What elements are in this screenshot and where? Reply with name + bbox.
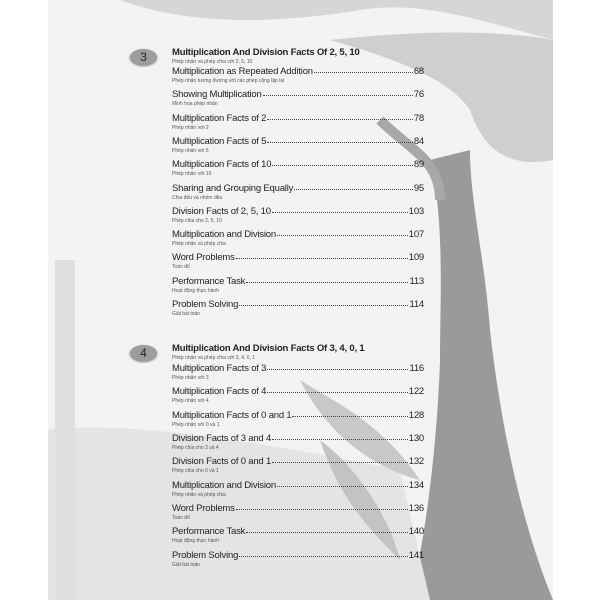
- toc-entry[interactable]: [172, 159, 424, 181]
- toc-entry[interactable]: [172, 183, 424, 205]
- entry-subtitle: Chia đều và nhóm đều: [172, 194, 223, 201]
- entry-page-number: 134: [408, 479, 424, 491]
- entry-title: Multiplication and Division: [172, 479, 276, 491]
- dot-leader: [294, 189, 413, 190]
- dot-leader: [272, 212, 408, 213]
- entry-title: Division Facts of 3 and 4: [172, 433, 272, 445]
- entry-title: Multiplication Facts of 5: [172, 135, 267, 147]
- toc-entry[interactable]: [172, 89, 424, 111]
- entry-subtitle: Phép nhân với 5: [172, 147, 209, 154]
- dot-leader: [246, 532, 408, 533]
- dot-leader: [267, 119, 413, 120]
- entry-title: Multiplication Facts of 10: [172, 159, 272, 171]
- chapter-number-badge: 4: [130, 345, 157, 361]
- entry-page-number: 89: [413, 159, 424, 171]
- toc-entry[interactable]: [172, 410, 424, 432]
- dot-leader: [272, 462, 408, 463]
- entry-subtitle: Phép nhân với 2: [172, 124, 209, 131]
- entry-page-number: 122: [408, 386, 424, 398]
- entry-page-number: 140: [408, 526, 424, 538]
- entry-subtitle: Phép nhân và phép chia: [172, 491, 226, 498]
- toc-entry[interactable]: [172, 456, 424, 478]
- toc-entry[interactable]: [172, 136, 424, 158]
- entry-subtitle: Hoạt động thực hành: [172, 538, 219, 545]
- entry-title: Word Problems: [172, 252, 235, 264]
- entry-subtitle: Phép chia cho 3 và 4: [172, 445, 219, 452]
- entry-page-number: 116: [409, 363, 424, 374]
- entry-subtitle: Phép chia cho 0 và 1: [172, 468, 219, 475]
- entry-subtitle: Phép nhân với 3: [172, 375, 209, 381]
- toc-entry[interactable]: [172, 276, 424, 298]
- entry-title: Multiplication Facts of 0 and 1: [172, 409, 292, 421]
- chapter-title: Multiplication And Division Facts Of 3, 4, 0, 1: [172, 343, 365, 354]
- dot-leader: [263, 95, 413, 96]
- entry-subtitle: Phép chia cho 2, 5, 10: [172, 217, 222, 224]
- dot-leader: [236, 509, 408, 510]
- entry-page-number: 84: [413, 135, 424, 147]
- toc-entry[interactable]: [172, 363, 424, 385]
- entry-title: Multiplication Facts of 4: [172, 386, 267, 398]
- dot-leader: [239, 556, 408, 557]
- dot-leader: [272, 439, 408, 440]
- entry-page-number: 109: [408, 252, 424, 264]
- entry-subtitle: Phép nhân với 10: [172, 171, 212, 178]
- entry-page-number: 141: [408, 549, 424, 561]
- toc-entry[interactable]: [172, 386, 424, 408]
- dot-leader: [267, 142, 413, 143]
- entry-subtitle: Phép nhân tương đương với các phép cộng lặp lại: [172, 78, 285, 84]
- dot-leader: [239, 305, 408, 306]
- entry-title: Performance Task: [172, 526, 246, 538]
- entry-subtitle: Toán đố: [172, 264, 190, 271]
- dot-leader: [314, 72, 413, 73]
- entry-title: Sharing and Grouping Equally: [172, 182, 294, 194]
- entry-title: Division Facts of 2, 5, 10: [172, 205, 271, 217]
- toc-entry[interactable]: [172, 206, 424, 228]
- dot-leader: [236, 258, 408, 259]
- chapter-subtitle: Phép nhân và phép chia với 3, 4, 0, 1: [172, 355, 256, 361]
- dot-leader: [277, 235, 408, 236]
- toc-entry[interactable]: [172, 66, 424, 88]
- dot-leader: [267, 369, 408, 370]
- chapter-title: Multiplication And Division Facts Of 2, 5, 10: [172, 47, 360, 58]
- entry-subtitle: Giải bài toán: [172, 311, 201, 317]
- entry-subtitle: Giải bài toán: [172, 561, 201, 568]
- entry-page-number: 68: [413, 66, 424, 77]
- entry-page-number: 128: [408, 409, 424, 421]
- chapter-number-badge: 3: [130, 49, 157, 65]
- dot-leader: [246, 282, 408, 283]
- entry-page-number: 107: [408, 229, 424, 241]
- entry-page-number: 103: [408, 205, 424, 217]
- entry-page-number: 113: [409, 275, 424, 287]
- entry-title: Multiplication and Division: [172, 229, 276, 241]
- entry-page-number: 78: [413, 112, 424, 124]
- entry-page-number: 76: [413, 89, 424, 101]
- toc-entry[interactable]: [172, 252, 424, 274]
- dot-leader: [272, 165, 412, 166]
- entry-title: Division Facts of 0 and 1: [172, 456, 272, 468]
- entry-title: Showing Multiplication: [172, 89, 262, 101]
- entry-title: Problem Solving: [172, 549, 239, 561]
- entry-page-number: 132: [408, 456, 424, 468]
- entry-page-number: 95: [413, 182, 424, 194]
- toc-entry[interactable]: [172, 550, 424, 572]
- toc-entry[interactable]: [172, 526, 424, 548]
- entry-page-number: 130: [408, 433, 424, 445]
- dot-leader: [277, 486, 408, 487]
- entry-page-number: 114: [409, 299, 424, 310]
- entry-title: Multiplication Facts of 3: [172, 363, 267, 374]
- toc-entry[interactable]: [172, 113, 424, 135]
- entry-title: Multiplication as Repeated Addition: [172, 66, 313, 77]
- entry-title: Problem Solving: [172, 299, 239, 310]
- entry-title: Word Problems: [172, 503, 235, 515]
- toc-entry[interactable]: [172, 229, 424, 251]
- entry-subtitle: Phép nhân với 4: [172, 398, 209, 405]
- dot-leader: [267, 392, 407, 393]
- entry-title: Performance Task: [172, 275, 246, 287]
- entry-subtitle: Phép nhân với 0 và 1: [172, 421, 220, 428]
- entry-subtitle: Hoạt động thực hành: [172, 287, 219, 294]
- chapter-subtitle: Phép nhân và phép chia với 2, 5, 10: [172, 59, 253, 65]
- toc-entry[interactable]: [172, 480, 424, 502]
- entry-subtitle: Toán đố: [172, 515, 190, 522]
- toc-entry[interactable]: [172, 503, 424, 525]
- entry-subtitle: Minh họa phép nhân: [172, 101, 218, 108]
- dot-leader: [292, 416, 407, 417]
- toc-entry[interactable]: [172, 299, 424, 321]
- toc-entry[interactable]: [172, 433, 424, 455]
- entry-page-number: 136: [408, 503, 424, 515]
- entry-title: Multiplication Facts of 2: [172, 112, 267, 124]
- entry-subtitle: Phép nhân và phép chia: [172, 241, 226, 248]
